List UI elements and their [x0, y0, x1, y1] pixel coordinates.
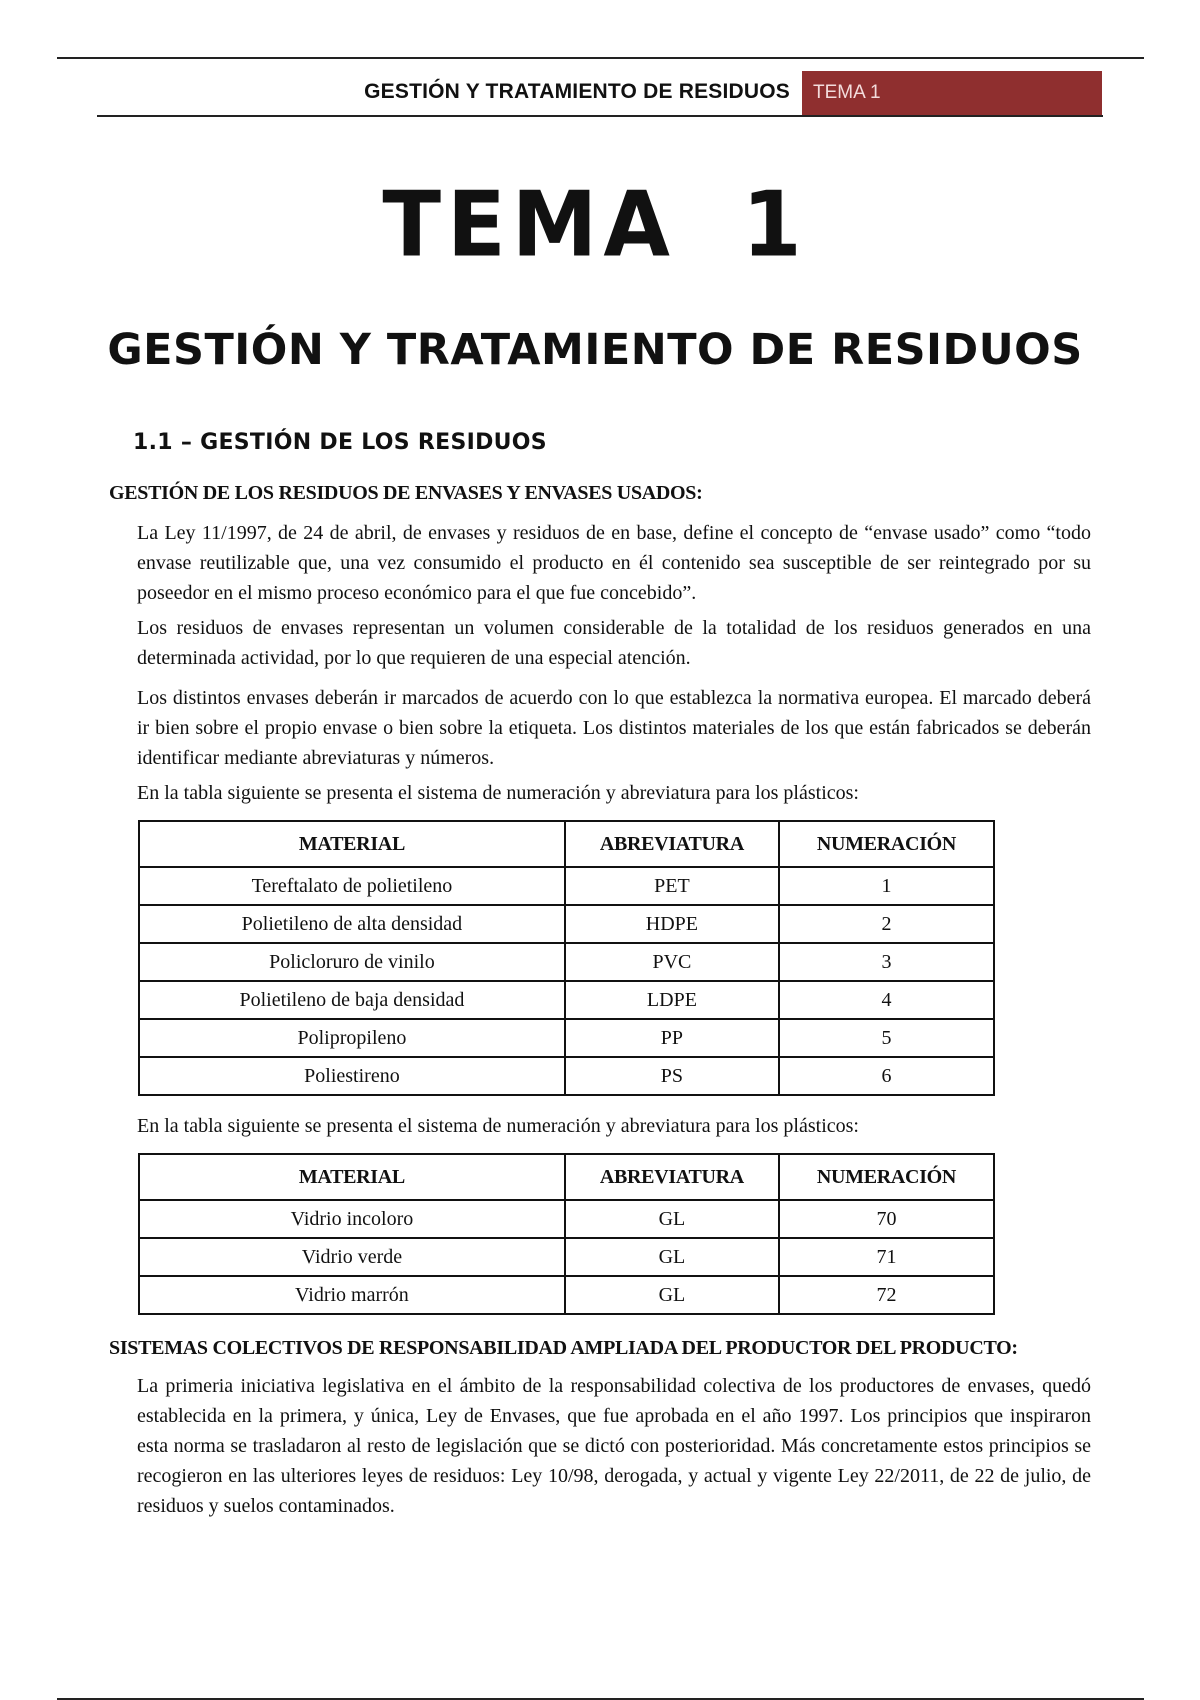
cell-abreviatura: PS: [565, 1057, 779, 1095]
cell-numeracion: 70: [779, 1200, 994, 1238]
paragraph-legislacion: La primeria iniciativa legislativa en el ámbito de la responsabilidad colectiva de los productores de envases, quedó establecida en la primera, y única, Ley de Envases, que fue aprobada en el año 1997. Los principios que inspiraron esta norma se trasladaron al resto de legislación que se dictó con posterioridad. Más concretamente estos principios se recogieron en las ulteriores leyes de residuos: Ley 10/98, derogada, y actual y vigente Ley 22/2011, de 22 de julio, de residuos y suelos contaminados.: [137, 1375, 1091, 1517]
cell-material: Tereftalato de polietileno: [139, 867, 565, 905]
table-row: [139, 867, 994, 905]
running-header-title: GESTIÓN Y TRATAMIENTO DE RESIDUOS: [364, 80, 790, 103]
cell-numeracion: 6: [779, 1057, 994, 1095]
column-header-numeracion: NUMERACIÓN: [779, 1154, 994, 1200]
column-header-abreviatura: ABREVIATURA: [565, 821, 779, 867]
running-header-badge: TEMA 1: [802, 71, 1102, 115]
table-vidrio: [138, 1153, 995, 1315]
table-row: [139, 1019, 994, 1057]
subheading-sistemas: SISTEMAS COLECTIVOS DE RESPONSABILIDAD AMPLIADA DEL PRODUCTOR DEL PRODUCTO:: [109, 1337, 1018, 1359]
cell-material: Vidrio incoloro: [139, 1200, 565, 1238]
column-header-abreviatura: ABREVIATURA: [565, 1154, 779, 1200]
table-plasticos: [138, 820, 995, 1096]
table-row: [139, 1276, 994, 1314]
cell-abreviatura: HDPE: [565, 905, 779, 943]
cell-abreviatura: GL: [565, 1276, 779, 1314]
table-row: [139, 1057, 994, 1095]
cell-numeracion: 72: [779, 1276, 994, 1314]
cell-abreviatura: LDPE: [565, 981, 779, 1019]
table-intro-plasticos: En la tabla siguiente se presenta el sistema de numeración y abreviatura para los plásticos:: [137, 782, 859, 804]
table-row: [139, 1200, 994, 1238]
paragraph-marcado: Los distintos envases deberán ir marcados de acuerdo con lo que establezca la normativa europea. El marcado deberá ir bien sobre el propio envase o bien sobre la etiqueta. Los distintos materiales de los que están fabricados se deberán identificar mediante abreviaturas y números.: [137, 687, 1091, 769]
cell-numeracion: 1: [779, 867, 994, 905]
cell-abreviatura: GL: [565, 1200, 779, 1238]
column-header-numeracion: NUMERACIÓN: [779, 821, 994, 867]
table-intro-vidrio: En la tabla siguiente se presenta el sistema de numeración y abreviatura para los plásticos:: [137, 1115, 859, 1137]
chapter-title: TEMA 1: [382, 172, 808, 278]
cell-material: Polipropileno: [139, 1019, 565, 1057]
cell-material: Vidrio marrón: [139, 1276, 565, 1314]
column-header-material: MATERIAL: [139, 821, 565, 867]
subheading-envases: GESTIÓN DE LOS RESIDUOS DE ENVASES Y ENVASES USADOS:: [109, 482, 703, 504]
cell-material: Polietileno de baja densidad: [139, 981, 565, 1019]
table-row: [139, 981, 994, 1019]
table-row: [139, 1238, 994, 1276]
cell-numeracion: 4: [779, 981, 994, 1019]
cell-material: Vidrio verde: [139, 1238, 565, 1276]
column-header-material: MATERIAL: [139, 1154, 565, 1200]
cell-numeracion: 2: [779, 905, 994, 943]
cell-material: Polietileno de alta densidad: [139, 905, 565, 943]
paragraph-definicion: La Ley 11/1997, de 24 de abril, de envases y residuos de en base, define el concepto de “envase usado” como “todo envase reutilizable que, una vez consumido el producto en él contenido sea susceptible de ser reintegrado por su poseedor en el mismo proceso económico para el que fue concebido”.: [137, 522, 1091, 604]
table-row: [139, 943, 994, 981]
cell-numeracion: 3: [779, 943, 994, 981]
table-header-row: [139, 1154, 994, 1200]
cell-abreviatura: PP: [565, 1019, 779, 1057]
cell-abreviatura: PET: [565, 867, 779, 905]
section-heading: 1.1 – GESTIÓN DE LOS RESIDUOS: [133, 430, 547, 455]
table-header-row: [139, 821, 994, 867]
page-top-rule: [57, 57, 1144, 59]
cell-material: Policloruro de vinilo: [139, 943, 565, 981]
cell-numeracion: 5: [779, 1019, 994, 1057]
paragraph-volumen: Los residuos de envases representan un volumen considerable de la totalidad de los residuos generados en una determinada actividad, por lo que requieren de una especial atención.: [137, 617, 1091, 669]
chapter-subtitle: GESTIÓN Y TRATAMIENTO DE RESIDUOS: [107, 325, 1083, 375]
cell-abreviatura: PVC: [565, 943, 779, 981]
header-underline: [97, 115, 1103, 117]
cell-abreviatura: GL: [565, 1238, 779, 1276]
cell-numeracion: 71: [779, 1238, 994, 1276]
table-row: [139, 905, 994, 943]
cell-material: Poliestireno: [139, 1057, 565, 1095]
